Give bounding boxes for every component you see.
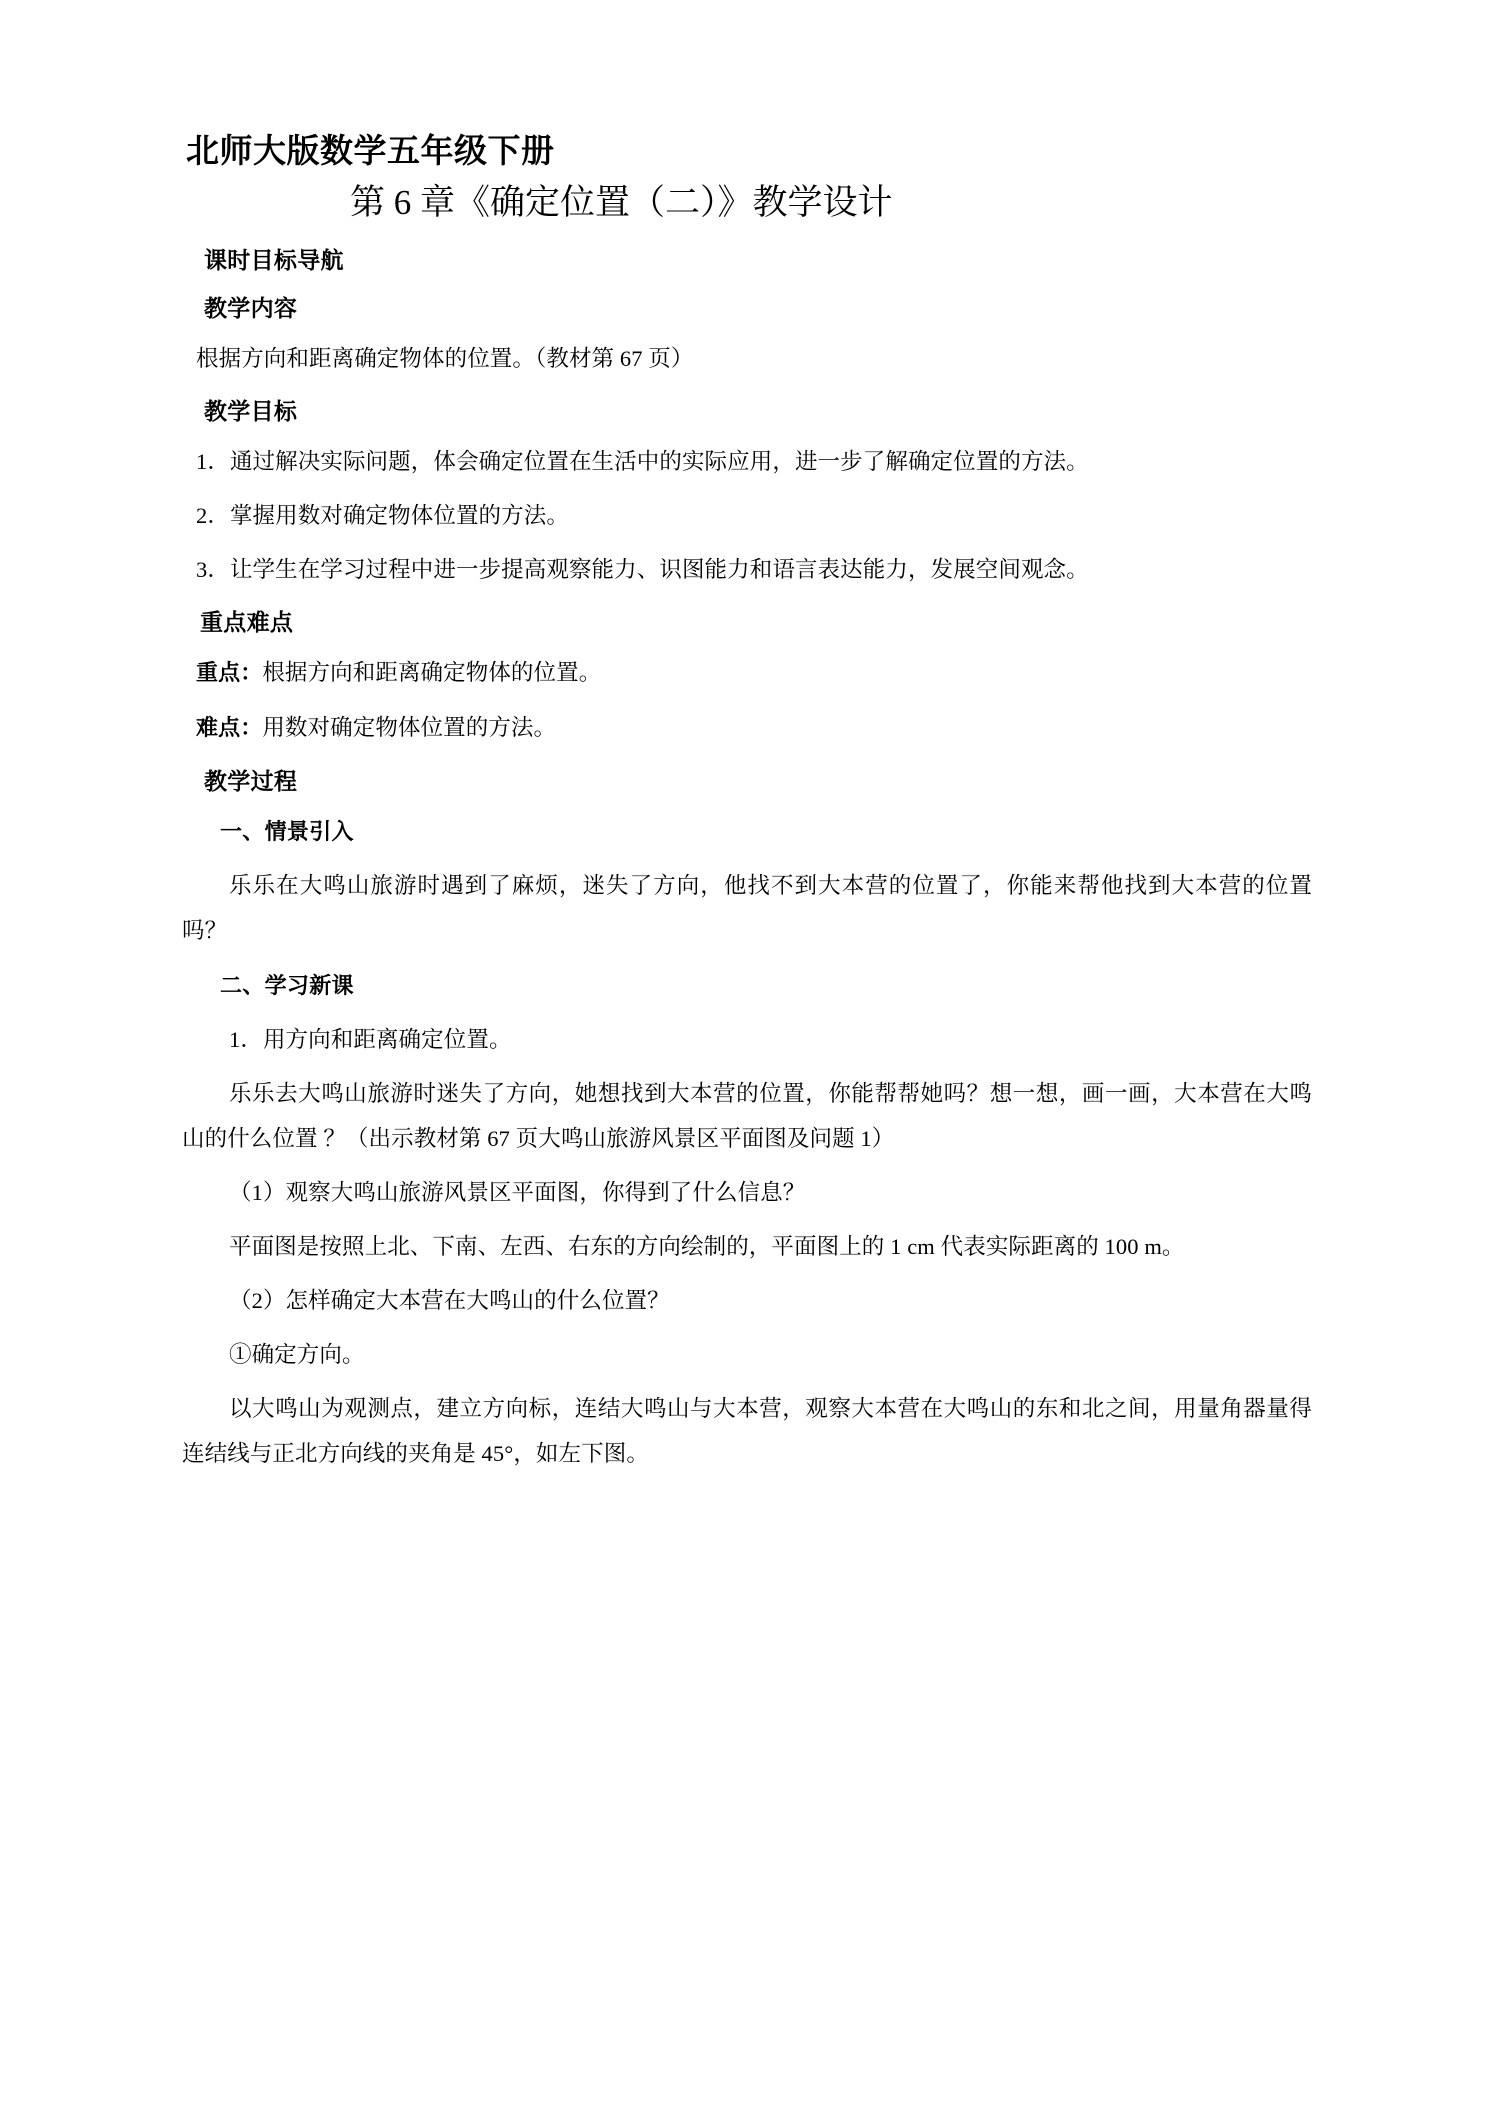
section-heading-key-difficult: 重点难点 xyxy=(200,610,294,636)
new-lesson-answer-1: 平面图是按照上北、下南、左西、右东的方向绘制的，平面图上的 1 cm 代表实际距离的 100 m。 xyxy=(229,1234,1185,1259)
difficult-point-text: 用数对确定物体位置的方法。 xyxy=(262,715,557,740)
document-title-line1: 北师大版数学五年级下册 xyxy=(186,131,555,170)
teaching-goal-item: 2．掌握用数对确定物体位置的方法。 xyxy=(196,503,569,528)
new-lesson-step-1-text: 以大鸣山为观测点，建立方向标，连结大鸣山与大本营，观察大本营在大鸣山的东和北之间，用量角器量得连结线与正北方向线的夹角是 45°，如左下图。 xyxy=(182,1396,1312,1466)
subsection-heading-scenario-intro: 一、情景引入 xyxy=(220,820,354,845)
section-heading-course-nav: 课时目标导航 xyxy=(204,248,344,274)
teaching-goal-item: 1．通过解决实际问题，体会确定位置在生活中的实际应用，进一步了解确定位置的方法。 xyxy=(196,449,1089,474)
section-heading-teaching-process: 教学过程 xyxy=(204,769,298,795)
document-content xyxy=(182,128,1312,1485)
new-lesson-item-1: 1．用方向和距离确定位置。 xyxy=(229,1027,512,1052)
difficult-point-label: 难点： xyxy=(196,716,263,741)
teaching-goal-item: 3．让学生在学习过程中进一步提高观察能力、识图能力和语言表达能力，发展空间观念。 xyxy=(196,557,1089,582)
key-point-text: 根据方向和距离确定物体的位置。 xyxy=(262,660,602,685)
key-point-line xyxy=(182,650,1312,696)
difficult-point-line xyxy=(182,705,1312,751)
teaching-content-body: 根据方向和距离确定物体的位置。（教材第 67 页） xyxy=(196,346,694,371)
new-lesson-question-1: （1）观察大鸣山旅游风景区平面图，你得到了什么信息？ xyxy=(229,1180,806,1205)
document-title-line2: 第 6 章《确定位置（二）》教学设计 xyxy=(350,183,893,222)
new-lesson-step-1: ①确定方向。 xyxy=(229,1342,365,1367)
section-heading-teaching-goals: 教学目标 xyxy=(204,399,298,425)
subsection-heading-new-lesson: 二、学习新课 xyxy=(220,974,354,999)
new-lesson-question-2: （2）怎样确定大本营在大鸣山的什么位置？ xyxy=(229,1288,670,1313)
new-lesson-paragraph-1: 乐乐去大鸣山旅游时迷失了方向，她想找到大本营的位置，你能帮帮她吗？想一想，画一画，大本营在大鸣山的什么位置 ？（出示教材第 67 页大鸣山旅游风景区平面图及问题 1） xyxy=(182,1081,1312,1151)
scenario-intro-paragraph: 乐乐在大鸣山旅游时遇到了麻烦，迷失了方向，他找不到大本营的位置了，你能来帮他找到大本营的位置吗？ xyxy=(182,873,1312,943)
section-heading-teaching-content: 教学内容 xyxy=(204,296,298,322)
key-point-label: 重点： xyxy=(196,661,263,686)
